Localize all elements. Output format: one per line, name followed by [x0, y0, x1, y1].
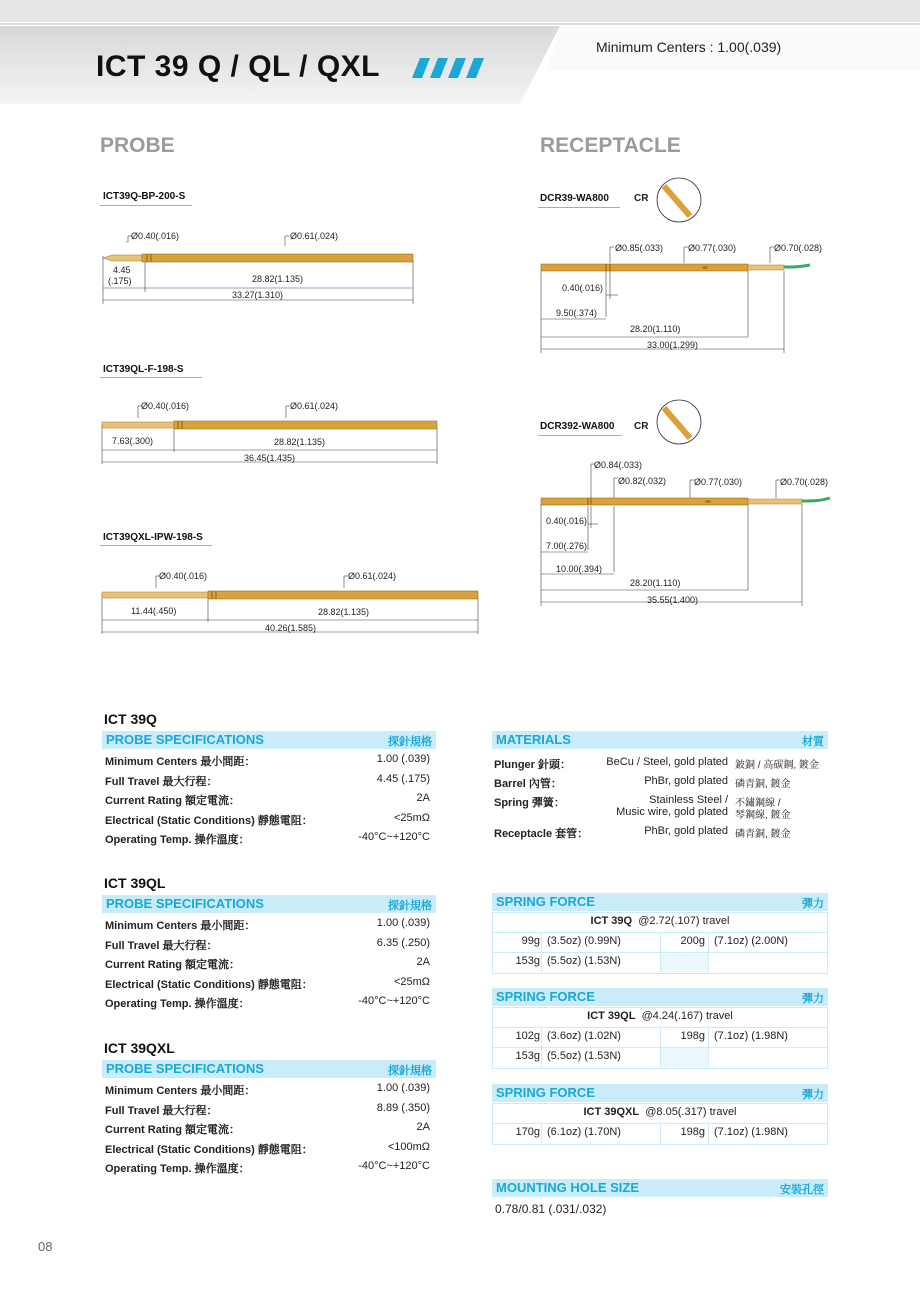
spec-row: [104, 1121, 434, 1140]
spring-force-weight: 198g: [680, 1126, 705, 1138]
spec-label: Current Rating 額定電流：: [105, 795, 241, 807]
spring-force-values: (3.6oz) (1.02N): [547, 1030, 621, 1042]
spec-label: Operating Temp. 操作溫度：: [105, 834, 250, 846]
spec-row: [104, 753, 434, 772]
spec-row: [104, 956, 434, 975]
spec-header: [102, 1060, 436, 1078]
dim-label: 0.40(.016): [562, 283, 604, 293]
dim-label: 0.40(.016): [546, 516, 588, 526]
spec-value: -40°C~+120°C: [358, 831, 430, 843]
materials-title: MATERIALS: [496, 732, 571, 747]
spring-force-weight: 102g: [515, 1030, 540, 1042]
spec-value: 1.00 (.039): [376, 917, 430, 929]
dim-label: 35.55(1.400): [647, 595, 699, 605]
spec-label: Operating Temp. 操作溫度：: [105, 1163, 250, 1175]
spring-force-values: (5.5oz) (1.53N): [547, 955, 621, 967]
grid-line: [708, 1123, 709, 1143]
material-key: Receptacle 套管：: [494, 828, 589, 840]
material-value: BeCu / Steel, gold plated: [606, 756, 728, 768]
crown-tip-label: CR: [634, 421, 649, 432]
dim-label: (.175): [108, 276, 132, 286]
spec-row: [104, 976, 434, 995]
dim-label: Ø0.40(.016): [141, 401, 190, 411]
spec-row: [104, 792, 434, 811]
spec-row: [104, 1102, 434, 1121]
spring-force-caption: [492, 1106, 828, 1118]
dim-label: Ø0.77(.030): [688, 243, 737, 253]
spring-force-title-cn: 彈力: [802, 1089, 824, 1101]
spring-force-title: SPRING FORCE: [496, 894, 595, 909]
spring-force-weight: 200g: [680, 935, 705, 947]
spec-value: 1.00 (.039): [376, 1082, 430, 1094]
spec-value: <100mΩ: [387, 1140, 430, 1153]
empty-cell: [661, 953, 708, 972]
spring-force-weight: 198g: [680, 1030, 705, 1042]
spring-force-weight: 153g: [515, 1050, 540, 1062]
dim-label: 36.45(1.435): [244, 453, 296, 463]
crown-tip-label: CR: [634, 193, 649, 204]
spec-row: [104, 773, 434, 792]
dim-label: 33.27(1.310): [232, 290, 284, 300]
spring-force-weight: 170g: [515, 1126, 540, 1138]
grid-line: [708, 952, 709, 972]
spec-header-cn: 探針規格: [388, 900, 432, 912]
spring-force-title-cn: 彈力: [802, 993, 824, 1005]
spec-label: Minimum Centers 最小間距：: [105, 756, 256, 768]
probe-section-title: PROBE: [100, 134, 175, 157]
spec-value: -40°C~+120°C: [358, 995, 430, 1007]
spec-value: 2A: [416, 792, 430, 804]
spring-force-values: (3.5oz) (0.99N): [547, 935, 621, 947]
spring-force-title: SPRING FORCE: [496, 1085, 595, 1100]
spec-label: Full Travel 最大行程：: [105, 775, 218, 788]
dim-label: Ø0.70(.028): [774, 243, 823, 253]
spec-row: [104, 812, 434, 831]
spring-force-values: (7.1oz) (1.98N): [714, 1126, 788, 1138]
dim-label: Ø0.61(.024): [290, 401, 339, 411]
page-number: 08: [38, 1239, 53, 1254]
dim-label: 28.20(1.110): [630, 324, 681, 334]
spring-travel: @4.24(.167) travel: [641, 1010, 733, 1022]
spec-label: Current Rating 額定電流：: [105, 959, 241, 971]
spec-label: Full Travel 最大行程：: [105, 939, 218, 952]
spring-model: ICT 39QL: [587, 1010, 636, 1022]
spec-model-title: ICT 39QXL: [104, 1040, 175, 1056]
spring-force-title-cn: 彈力: [802, 898, 824, 910]
probe-part-number: ICT39Q-BP-200-S: [103, 191, 186, 202]
spec-value: 2A: [416, 956, 430, 968]
materials-title-cn: 材質: [802, 736, 824, 748]
dim-label: 33.00(1.299): [647, 340, 699, 350]
spec-value: <25mΩ: [393, 975, 430, 988]
grid-line: [541, 1047, 542, 1067]
spec-row: [104, 1141, 434, 1160]
spec-row: [104, 995, 434, 1014]
spring-force-caption: [492, 1010, 828, 1022]
receptacle-section-title: RECEPTACLE: [540, 134, 681, 157]
spec-header: [102, 731, 436, 749]
mounting-title: MOUNTING HOLE SIZE: [496, 1180, 639, 1195]
material-value: Stainless Steel /: [649, 794, 728, 806]
spec-header-cn: 探針規格: [388, 736, 432, 748]
grid-line: [541, 1027, 542, 1047]
dim-label: 9.50(.374): [556, 308, 598, 318]
materials-header: [492, 731, 828, 749]
spec-value: 8.89 (.350): [376, 1101, 430, 1114]
spring-travel: @8.05(.317) travel: [645, 1106, 737, 1118]
spec-header-cn: 探針規格: [388, 1065, 432, 1077]
dim-label: Ø0.61(.024): [290, 231, 339, 241]
divider: [538, 207, 620, 208]
dim-label: 28.82(1.135): [252, 274, 304, 284]
spec-value: 4.45 (.175): [376, 772, 430, 785]
grid-line: [541, 932, 542, 952]
spring-force-values: (6.1oz) (1.70N): [547, 1126, 621, 1138]
dim-label: 40.26(1.585): [265, 623, 317, 633]
spec-row: [104, 917, 434, 936]
dim-label: Ø0.84(.033): [594, 460, 643, 470]
receptacle-part-number: DCR39-WA800: [540, 193, 609, 204]
header-band: [0, 0, 920, 120]
minimum-centers: Minimum Centers : 1.00(.039): [596, 39, 782, 55]
dim-label: 11.44(.450): [131, 606, 177, 616]
spec-value: <25mΩ: [393, 811, 430, 824]
spec-label: Minimum Centers 最小間距：: [105, 920, 256, 932]
spring-force-header: [492, 988, 828, 1006]
spec-model-title: ICT 39Q: [104, 711, 157, 727]
spec-value: 6.35 (.250): [376, 936, 430, 949]
spec-label: Minimum Centers 最小間距：: [105, 1085, 256, 1097]
spec-header: [102, 895, 436, 913]
grid-line: [708, 932, 709, 952]
mounting-header: [492, 1179, 828, 1197]
empty-cell: [661, 1048, 708, 1067]
spec-header-label: PROBE SPECIFICATIONS: [106, 896, 264, 911]
grid-line: [708, 1047, 709, 1067]
material-value: PhBr, gold plated: [644, 775, 728, 787]
spec-model-title: ICT 39QL: [104, 875, 166, 891]
spring-force-values: (7.1oz) (1.98N): [714, 1030, 788, 1042]
spring-travel: @2.72(.107) travel: [638, 915, 730, 927]
spring-force-values: (7.1oz) (2.00N): [714, 935, 788, 947]
crown-tip-icon: [654, 176, 704, 224]
probe-part-number: ICT39QXL-IPW-198-S: [103, 532, 203, 543]
spec-row: [104, 1160, 434, 1179]
spec-row: [104, 1082, 434, 1101]
spring-force-weight: 99g: [521, 935, 540, 947]
dim-label: Ø0.40(.016): [131, 231, 180, 241]
spring-force-header: [492, 1084, 828, 1102]
material-value-cn: 磷青銅, 鍍金: [735, 779, 791, 790]
material-value-cn: 磷青銅, 鍍金: [735, 829, 791, 840]
mounting-title-cn: 安裝孔徑: [780, 1184, 824, 1196]
dim-label: Ø0.61(.024): [348, 571, 397, 581]
spec-header-label: PROBE SPECIFICATIONS: [106, 1061, 264, 1076]
spec-label: Electrical (Static Conditions) 靜態電阻：: [105, 814, 313, 827]
spec-row: [104, 831, 434, 850]
dim-label: 28.20(1.110): [630, 578, 681, 588]
page-title: ICT 39 Q / QL / QXL: [96, 50, 380, 83]
spring-force-title: SPRING FORCE: [496, 989, 595, 1004]
spec-value: -40°C~+120°C: [358, 1160, 430, 1172]
dim-label: 28.82(1.135): [318, 607, 370, 617]
spec-row: [104, 937, 434, 956]
probe-part-number: ICT39QL-F-198-S: [103, 364, 184, 375]
dim-label: 28.82(1.135): [274, 437, 326, 447]
receptacle-part-number: DCR392-WA800: [540, 421, 615, 432]
spring-force-caption: [492, 915, 828, 927]
dim-label: 10.00(.394): [556, 564, 603, 574]
spec-label: Full Travel 最大行程：: [105, 1104, 218, 1117]
material-value-cn: 琴鋼線, 鍍金: [735, 810, 791, 821]
material-value: PhBr, gold plated: [644, 825, 728, 837]
spring-model: ICT 39Q: [590, 915, 633, 927]
spec-label: Electrical (Static Conditions) 靜態電阻：: [105, 1143, 313, 1156]
dim-label: Ø0.82(.032): [618, 476, 667, 486]
dim-label: 4.45: [113, 265, 131, 275]
material-key: Spring 彈簧：: [494, 797, 565, 809]
spec-value: 1.00 (.039): [376, 753, 430, 765]
spec-label: Electrical (Static Conditions) 靜態電阻：: [105, 978, 313, 991]
spring-force-values: (5.5oz) (1.53N): [547, 1050, 621, 1062]
dim-label: 7.00(.276): [546, 541, 588, 551]
grid-line: [708, 1027, 709, 1047]
spec-label: Operating Temp. 操作溫度：: [105, 998, 250, 1010]
spec-value: 2A: [416, 1121, 430, 1133]
divider: [538, 435, 622, 436]
dim-label: Ø0.70(.028): [780, 477, 829, 487]
divider: [100, 545, 212, 546]
divider: [100, 377, 202, 378]
grid-line: [541, 952, 542, 972]
material-value-cn: 鈹銅 / 高碳鋼, 鍍金: [735, 760, 819, 771]
divider: [100, 205, 192, 206]
spec-label: Current Rating 額定電流：: [105, 1124, 241, 1136]
material-value-cn: 不鏽鋼線 /: [735, 798, 781, 809]
grid-line: [541, 1123, 542, 1143]
receptacle-diagram: [538, 243, 828, 355]
spring-model: ICT 39QXL: [583, 1106, 640, 1118]
dim-label: Ø0.40(.016): [159, 571, 208, 581]
stripes-icon: [412, 58, 490, 80]
crown-tip-icon: [654, 398, 704, 446]
material-key: Barrel 內管：: [494, 778, 562, 790]
spring-force-header: [492, 893, 828, 911]
dim-label: 7.63(.300): [112, 436, 154, 446]
mounting-value: 0.78/0.81 (.031/.032): [495, 1202, 607, 1216]
material-value: Music wire, gold plated: [616, 806, 728, 818]
material-key: Plunger 針頭：: [494, 759, 572, 771]
spring-force-weight: 153g: [515, 955, 540, 967]
dim-label: Ø0.77(.030): [694, 477, 743, 487]
spec-header-label: PROBE SPECIFICATIONS: [106, 732, 264, 747]
dim-label: Ø0.85(.033): [615, 243, 664, 253]
